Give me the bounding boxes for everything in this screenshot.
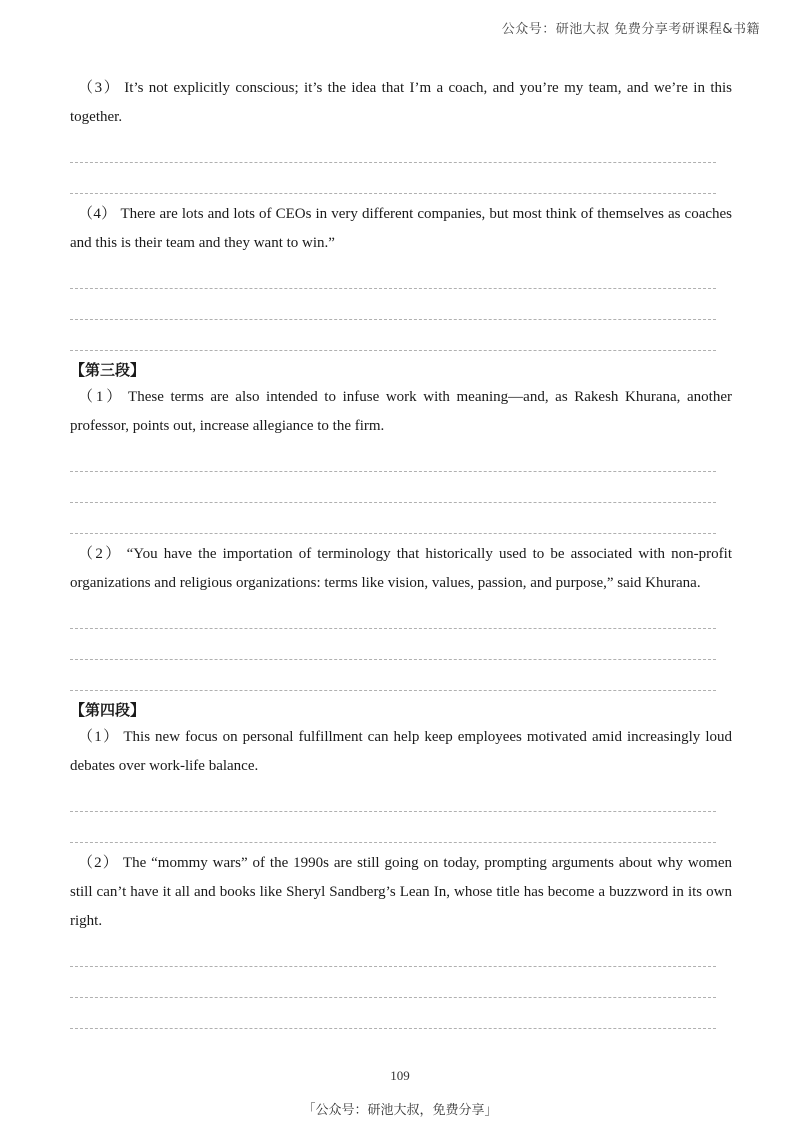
sentence-number: （2） bbox=[78, 546, 123, 562]
answer-line[interactable] bbox=[70, 289, 716, 320]
page-content bbox=[70, 74, 732, 1035]
answer-line[interactable] bbox=[70, 163, 716, 194]
answer-line[interactable] bbox=[70, 132, 716, 163]
answer-line[interactable] bbox=[70, 998, 716, 1029]
sentence-s4-2 bbox=[70, 849, 732, 936]
sentence-number: （3） bbox=[78, 80, 121, 96]
answer-line[interactable] bbox=[70, 598, 716, 629]
sentence-s2-4 bbox=[70, 200, 732, 258]
answer-line[interactable] bbox=[70, 472, 716, 503]
answer-line[interactable] bbox=[70, 967, 716, 998]
sentence-number: （4） bbox=[78, 206, 117, 222]
answer-line[interactable] bbox=[70, 320, 716, 351]
section-heading: 【第三段】 bbox=[70, 361, 146, 379]
answer-area[interactable] bbox=[70, 441, 732, 534]
sentence-number: （1） bbox=[78, 729, 120, 745]
answer-line[interactable] bbox=[70, 629, 716, 660]
sentence-s3-2 bbox=[70, 540, 732, 598]
page-number: 109 bbox=[390, 1068, 410, 1083]
answer-line[interactable] bbox=[70, 258, 716, 289]
sentence-text: This new focus on personal fulfillment can help keep employees motivated amid increasingly loud debates over work-life balance. bbox=[70, 729, 732, 774]
sentence-s4-1 bbox=[70, 723, 732, 781]
answer-area[interactable] bbox=[70, 258, 732, 351]
answer-line[interactable] bbox=[70, 441, 716, 472]
answer-line[interactable] bbox=[70, 781, 716, 812]
sentence-s3-1 bbox=[70, 383, 732, 441]
section-heading: 【第四段】 bbox=[70, 701, 146, 719]
answer-line[interactable] bbox=[70, 503, 716, 534]
answer-line[interactable] bbox=[70, 812, 716, 843]
answer-line[interactable] bbox=[70, 936, 716, 967]
sentence-s2-3 bbox=[70, 74, 732, 132]
sentence-text: There are lots and lots of CEOs in very different companies, but most think of themselves as coaches and this is their team and they want to win.” bbox=[70, 206, 732, 251]
answer-area[interactable] bbox=[70, 598, 732, 691]
answer-area[interactable] bbox=[70, 132, 732, 194]
sentence-number: （1） bbox=[78, 389, 125, 405]
answer-area[interactable] bbox=[70, 781, 732, 843]
sentence-number: （2） bbox=[78, 855, 119, 871]
answer-area[interactable] bbox=[70, 936, 732, 1029]
sentence-text: The “mommy wars” of the 1990s are still going on today, prompting arguments about why women still can’t have it all and books like Sheryl Sandberg’s Lean In, whose title has become a buzzword in its own right. bbox=[70, 855, 732, 929]
sentence-text: “You have the importation of terminology that historically used to be associated with non-profit organizations and religious organizations: terms like vision, values, passion, and purpose,” said Khurana. bbox=[70, 546, 732, 591]
sentence-text: These terms are also intended to infuse work with meaning—and, as Rakesh Khurana, another professor, points out, increase allegiance to the firm. bbox=[70, 389, 732, 434]
header-note: 公众号：研池大叔 免费分享考研课程&书籍 bbox=[501, 22, 760, 37]
answer-line[interactable] bbox=[70, 660, 716, 691]
sentence-text: It’s not explicitly conscious; it’s the idea that I’m a coach, and you’re my team, and we’re in this together. bbox=[70, 80, 732, 125]
footer-note: 「公众号：研池大叔，免费分享」 bbox=[302, 1103, 498, 1118]
